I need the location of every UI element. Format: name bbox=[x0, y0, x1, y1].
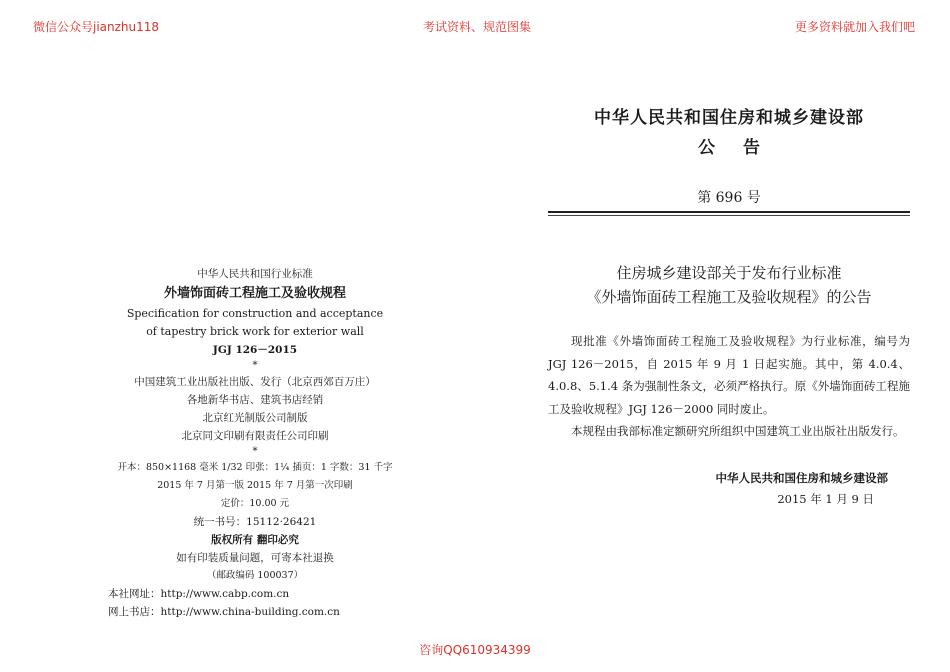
edition-info: 2015 年 7 月第一版 2015 年 7 月第一次印刷 bbox=[157, 480, 353, 491]
footer-contact: 咨询QQ610934399 bbox=[419, 643, 531, 657]
announcement-title-1: 住房城乡建设部关于发布行业标准 bbox=[616, 264, 842, 282]
watermark-right: 更多资料就加入我们吧 bbox=[795, 20, 916, 34]
rights-notice: 版权所有 翻印必究 bbox=[211, 534, 299, 546]
standard-code: JGJ 126－2015 bbox=[212, 344, 298, 356]
platemaker: 北京红光制版公司制版 bbox=[202, 412, 308, 424]
issue-date: 2015 年 1 月 9 日 bbox=[777, 492, 874, 506]
ministry-header: 中华人民共和国住房和城乡建设部 bbox=[594, 108, 864, 128]
postcode: （邮政编码 100037） bbox=[206, 570, 304, 581]
notice-number: 第 696 号 bbox=[697, 190, 761, 206]
series-name: 中华人民共和国行业标准 bbox=[197, 268, 313, 280]
book-title-en-2: of tapestry brick work for exterior wall bbox=[146, 325, 364, 338]
distributor: 各地新华书店、建筑书店经销 bbox=[186, 394, 324, 406]
online-bookstore: 网上书店：http://www.china-building.com.cn bbox=[108, 606, 340, 618]
announcement-body bbox=[548, 330, 910, 443]
book-title-cn: 外墙饰面砖工程施工及验收规程 bbox=[163, 286, 346, 301]
copyright-page bbox=[60, 265, 450, 621]
header-rule-thin bbox=[548, 215, 910, 216]
publisher-website: 本社网址：http://www.cabp.com.cn bbox=[108, 588, 290, 600]
announcement-title-2: 《外墙饰面砖工程施工及验收规程》的公告 bbox=[586, 288, 872, 306]
book-format: 开本：850×1168 毫米 1/32 印张：1¼ 插页：1 字数：31 千字 bbox=[117, 462, 393, 473]
header-rule bbox=[548, 211, 910, 213]
book-title-en-1: Specification for construction and acceptance bbox=[126, 307, 384, 320]
body-paragraph-1: 现批准《外墙饰面砖工程施工及验收规程》为行业标准，编号为 JGJ 126－2015，自 2015 年 9 月 1 日起实施。其中，第 4.0.4、4.0.8、5.1.4 条为强制性条文，必须严格执行。原《外墙饰面砖工程施工及验收规程》JGJ 126－2000 同时废止。 bbox=[548, 334, 910, 416]
price: 定价：10.00 元 bbox=[220, 498, 290, 509]
notice-heading: 公告 bbox=[698, 138, 788, 158]
separator-1: * bbox=[252, 360, 258, 371]
signature: 中华人民共和国住房和城乡建设部 bbox=[715, 471, 888, 485]
isbn: 统一书号：15112·26421 bbox=[193, 516, 317, 528]
watermark-center: 考试资料、规范图集 bbox=[423, 20, 532, 34]
quality-notice: 如有印装质量问题，可寄本社退换 bbox=[176, 552, 334, 564]
body-paragraph-2: 本规程由我部标准定额研究所组织中国建筑工业出版社出版发行。 bbox=[571, 424, 905, 438]
publisher: 中国建筑工业出版社出版、发行（北京西郊百万庄） bbox=[134, 376, 376, 388]
watermark-left: 微信公众号jianzhu118 bbox=[33, 20, 160, 34]
separator-2: * bbox=[252, 446, 258, 457]
printer: 北京同文印刷有限责任公司印刷 bbox=[181, 430, 329, 442]
